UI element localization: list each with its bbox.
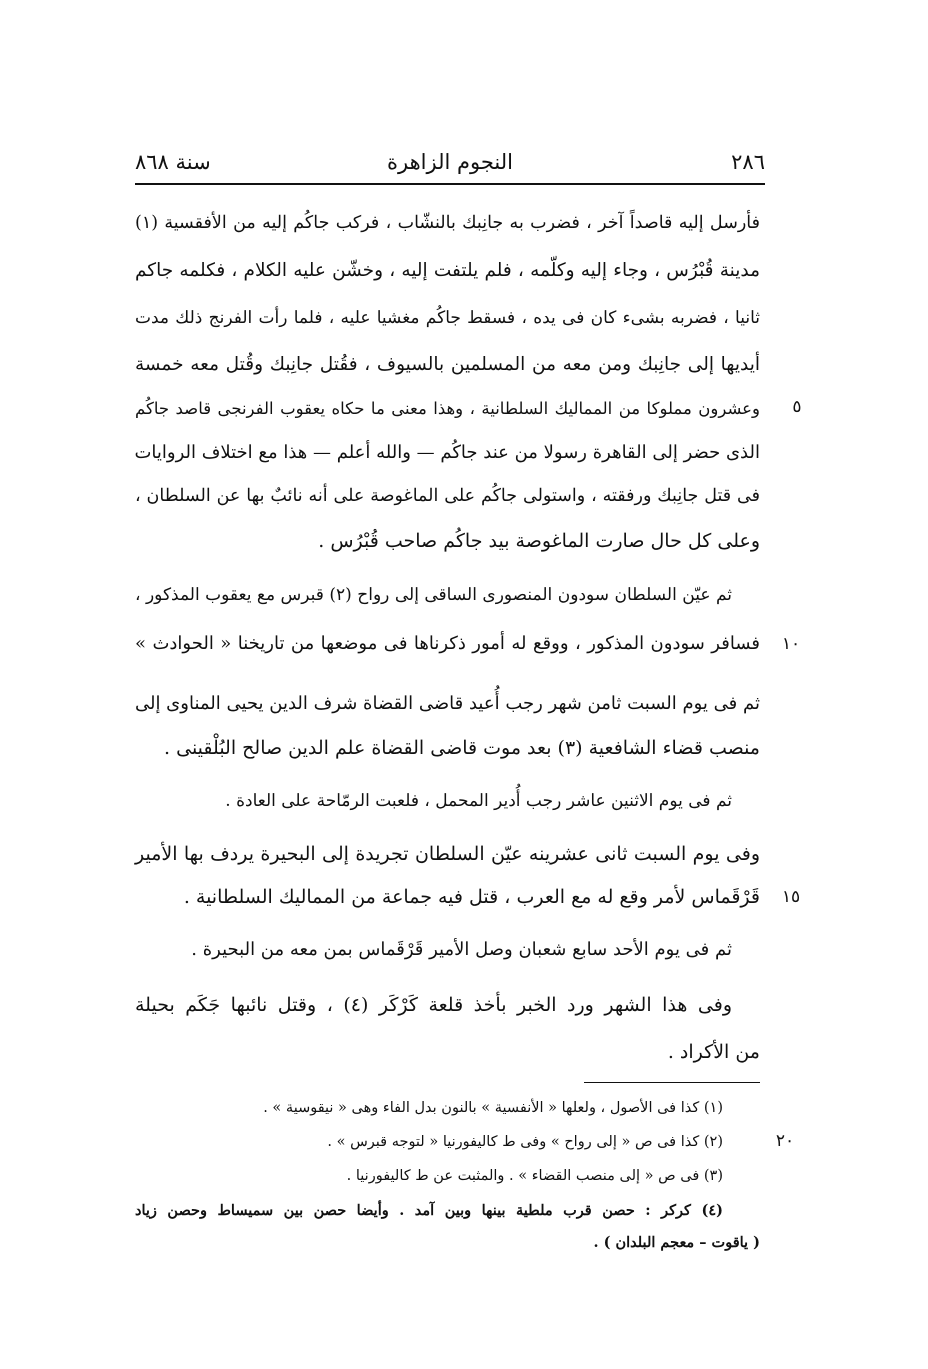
footnote-1: (١) كذا فى الأصول ، ولعلها « الأنفسية » بالنون بدل الفاء وهى « نيقوسية » . xyxy=(263,1100,723,1116)
text-line: ثانيا ، فضربه بشىء كان فى يده ، فسقط جاكُم مغشيا عليه ، فلما رأت الفرنج ذلك مدت xyxy=(135,308,760,328)
text-line: قَرْقَماس لأمر وقع له مع العرب ، قتل فيه جماعة من المماليك السلطانية . xyxy=(183,886,760,908)
text-line: فى قتل جانِبك ورفقته ، واستولى جاكُم على الماغوصة على أنه نائبٌ بها عن السلطان ، xyxy=(135,486,760,506)
text-line: منصب قضاء الشافعية (٣) بعد موت قاضى القضاة علم الدين صالح البُلْقينى . xyxy=(164,737,760,759)
footnote-2: (٢) كذا فى ص « إلى رواح » وفى ط كاليفورنيا « لتوجه قبرس » . xyxy=(327,1134,723,1150)
line-number: ٢٠ xyxy=(775,1131,795,1151)
running-header xyxy=(135,148,765,182)
text-line: ثم عيّن السلطان سودون المنصورى الساقى إلى رواح (٢) قبرس مع يعقوب المذكور ، xyxy=(135,585,732,605)
line-number: ٥ xyxy=(792,397,802,417)
line-number: ١٥ xyxy=(781,887,801,907)
book-title: النجوم الزاهرة xyxy=(387,150,513,174)
footnote-4-cont: ( ياقوت – معجم البلدان ) . xyxy=(593,1234,760,1251)
text-line: وعلى كل حال صارت الماغوصة بيد جاكُم صاحب قُبْرُس . xyxy=(318,530,760,552)
year-label: سنة ٨٦٨ xyxy=(135,150,211,174)
line-number: ١٠ xyxy=(781,634,801,654)
page-number: ٢٨٦ xyxy=(731,150,765,174)
text-line: فسافر سودون المذكور ، ووقع له أمور ذكرناها فى موضعها من تاريخنا « الحوادث » xyxy=(135,633,760,654)
footnote-rule xyxy=(584,1082,760,1083)
text-line: مدينة قُبْرُس ، وجاء إليه وكلّمه ، فلم يلتفت إليه ، وخشّن عليه الكلام ، فكلمه جاكم xyxy=(135,260,760,281)
text-line: فأرسل إليه قاصداً آخر ، فضرب به جانِبك بالنشّاب ، فركب جاكُم إليه من الأفقسية (١) xyxy=(135,213,760,233)
text-line: وفى هذا الشهر ورد الخبر بأخذ قلعة كَرْكَر (٤) ، وقتل نائبها جَكَم بحيلة xyxy=(135,994,732,1016)
header-rule xyxy=(135,183,765,185)
footnote-4: (٤) كركر : حصن قرب ملطية بينها وبين آمد . وأيضا حصن بين سميساط وحصن زياد xyxy=(135,1202,723,1219)
text-line: ثم فى يوم الأحد سابع شعبان وصل الأمير قَرْقَماس بمن معه من البحيرة . xyxy=(191,939,732,960)
text-line: أيديها إلى جانِبك ومن معه من المسلمين بالسيوف ، فقُتل جانِبك وقُتل معه خمسة xyxy=(135,354,760,375)
text-line: ثم فى يوم الاثنين عاشر رجب أُدير المحمل ، فلعبت الرمّاحة على العادة . xyxy=(225,791,732,811)
text-line: وفى يوم السبت ثانى عشرينه عيّن السلطان تجريدة إلى البحيرة يردف بها الأمير xyxy=(135,843,760,865)
text-line: الذى حضر إلى القاهرة رسولا من عند جاكُم — والله أعلم — هذا مع اختلاف الروايات xyxy=(134,442,760,463)
footnote-3: (٣) فى ص « إلى منصب القضاء » . والمثبت عن ط كاليفورنيا . xyxy=(346,1168,723,1184)
text-line: وعشرون مملوكا من المماليك السلطانية ، وهذا معنى ما حكاه يعقوب الفرنجى قاصد جاكُم xyxy=(135,399,760,418)
text-line: من الأكراد . xyxy=(667,1041,760,1063)
text-line: ثم فى يوم السبت ثامن شهر رجب أُعيد قاضى القضاة شرف الدين يحيى المناوى إلى xyxy=(134,693,760,714)
